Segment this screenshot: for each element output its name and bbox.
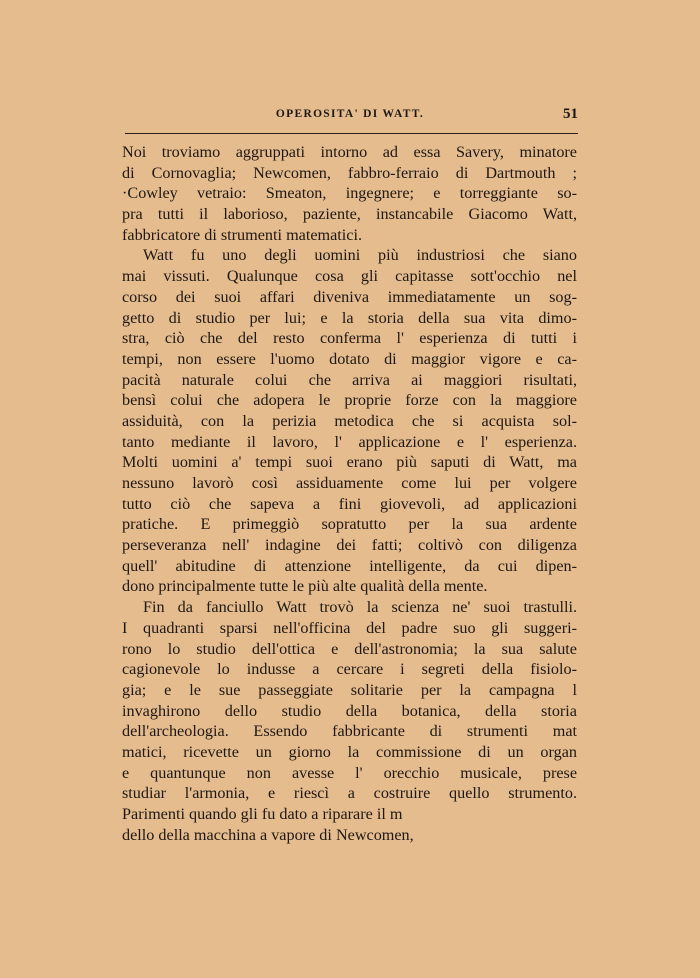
text-line: Molti uomini a' tempi suoi erano più saputi di Watt, ma <box>122 453 577 472</box>
page-number: 51 <box>563 106 578 122</box>
text-line: cagionevole lo indusse a cercare i segreti della fisiolo- <box>122 660 577 679</box>
text-line: ·Cowley vetraio: Smeaton, ingegnere; e torreggiante so- <box>122 184 577 203</box>
text-line: invaghirono dello studio della botanica, della storia <box>122 701 577 720</box>
text-line: mai vissuti. Qualunque cosa gli capitasse sott'occhio nel <box>122 267 577 286</box>
text-line: dello della macchina a vapore di Newcomen, <box>122 825 414 844</box>
running-head <box>122 106 578 128</box>
header-rule <box>125 133 578 134</box>
text-line: corso dei suoi affari diveniva immediatamente un sog- <box>122 287 577 306</box>
text-line: tutto ciò che sapeva a fini giovevoli, ad applicazioni <box>122 494 577 513</box>
text-line: nessuno lavorò così assiduamente come lui per volgere <box>122 474 577 492</box>
text-line: gia; e le sue passeggiate solitarie per la campagna l <box>122 680 577 699</box>
text-line: stra, ciò che del resto conferma l' esperienza di tutti i <box>122 329 577 348</box>
text-line: e quantunque non avesse l' orecchio musicale, prese <box>122 763 577 782</box>
body-text <box>122 142 577 845</box>
text-line: dell'archeologia. Essendo fabbricante di strumenti mat <box>122 722 577 741</box>
text-line: perseveranza nell' indagine dei fatti; coltivò con diligenza <box>122 536 577 555</box>
running-title: OPEROSITA' DI WATT. <box>275 108 425 120</box>
text-line: pra tutti il laborioso, paziente, instancabile Giacomo Watt, <box>122 205 577 224</box>
text-line: pacità naturale colui che arriva ai maggiori risultati, <box>122 370 577 389</box>
text-line: dono principalmente tutte le più alte qualità della mente. <box>122 577 488 596</box>
text-line: pratiche. E primeggiò sopratutto per la sua ardente <box>122 515 577 534</box>
text-line: Fin da fanciullo Watt trovò la scienza ne' suoi trastulli. <box>143 598 577 617</box>
text-line: getto di studio per lui; e la storia della sua vita dimo- <box>122 308 577 327</box>
text-line: bensì colui che adopera le proprie forze con la maggiore <box>122 391 577 410</box>
text-line: tanto mediante il lavoro, l' applicazione e l' esperienza. <box>122 432 577 451</box>
text-line: studiar l'armonia, e riescì a costruire quello strumento. <box>122 784 577 803</box>
text-line: Watt fu uno degli uomini più industriosi che siano <box>143 246 577 265</box>
text-line: I quadranti sparsi nell'officina del padre suo gli suggeri- <box>122 618 577 637</box>
text-line: tempi, non essere l'uomo dotato di maggior vigore e ca- <box>122 349 577 368</box>
text-line: assiduità, con la perizia metodica che si acquista sol- <box>122 411 577 430</box>
text-line: fabbricatore di strumenti matematici. <box>122 225 363 244</box>
text-line: Parimenti quando gli fu dato a riparare il m <box>122 805 403 823</box>
text-line: di Cornovaglia; Newcomen, fabbro-ferraio di Dartmouth ; <box>122 163 577 182</box>
text-line: Noi troviamo aggruppati intorno ad essa Savery, minatore <box>122 143 577 161</box>
text-line: rono lo studio dell'ottica e dell'astronomia; la sua salute <box>122 639 577 658</box>
text-line: quell' abitudine di attenzione intelligente, da cui dipen- <box>122 556 577 575</box>
text-line: matici, ricevette un giorno la commissione di un organ <box>122 742 577 761</box>
